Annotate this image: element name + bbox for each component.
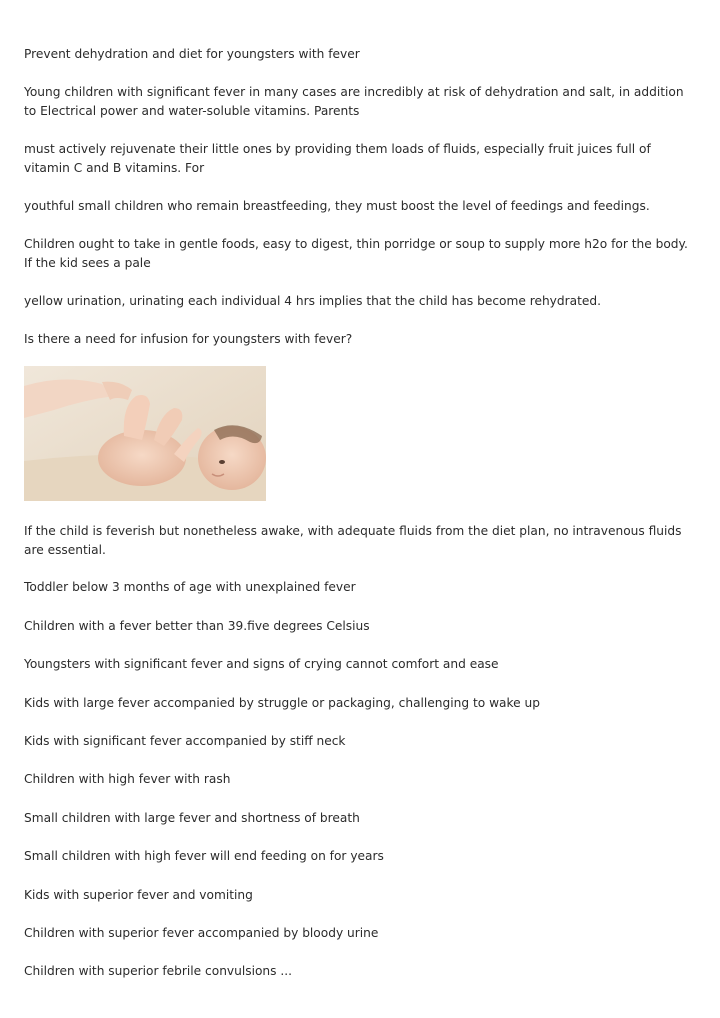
paragraph-5: Children ought to take in gentle foods, easy to digest, thin porridge or soup to supply more h2o for the body. If the kid sees a pale — [24, 237, 688, 270]
paragraph-1: Prevent dehydration and diet for youngsters with fever — [24, 47, 360, 61]
list-item-6: Children with high fever with rash — [24, 772, 231, 786]
paragraph-question: Is there a need for infusion for youngsters with fever? — [24, 332, 353, 346]
list-item-10: Children with superior fever accompanied by bloody urine — [24, 926, 379, 940]
list-item-7: Small children with large fever and shortness of breath — [24, 811, 360, 825]
list-item-5: Kids with significant fever accompanied by stiff neck — [24, 734, 346, 748]
list-item-3: Youngsters with significant fever and signs of crying cannot comfort and ease — [24, 657, 499, 671]
list-item-9: Kids with superior fever and vomiting — [24, 888, 253, 902]
paragraph-3: must actively rejuvenate their little ones by providing them loads of fluids, especially fruit juices full of vitamin C and B vitamins. For — [24, 142, 651, 175]
baby-photo — [24, 366, 266, 501]
list-item-2: Children with a fever better than 39.five degrees Celsius — [24, 619, 370, 633]
list-item-1: Toddler below 3 months of age with unexplained fever — [24, 580, 356, 594]
paragraph-6: yellow urination, urinating each individual 4 hrs implies that the child has become rehydrated. — [24, 294, 602, 308]
paragraph-2: Young children with significant fever in many cases are incredibly at risk of dehydration and salt, in addition to Electrical power and water-soluble vitamins. Parents — [24, 85, 684, 118]
list-item-11: Children with superior febrile convulsions ... — [24, 964, 293, 978]
paragraph-4: youthful small children who remain breastfeeding, they must boost the level of feedings and feedings. — [24, 199, 650, 213]
baby-illustration — [24, 366, 266, 501]
list-item-4: Kids with large fever accompanied by struggle or packaging, challenging to wake up — [24, 696, 540, 710]
paragraph-7: If the child is feverish but nonetheless awake, with adequate fluids from the diet plan, no intravenous fluids are essential. — [24, 524, 682, 557]
list-item-8: Small children with high fever will end feeding on for years — [24, 849, 384, 863]
